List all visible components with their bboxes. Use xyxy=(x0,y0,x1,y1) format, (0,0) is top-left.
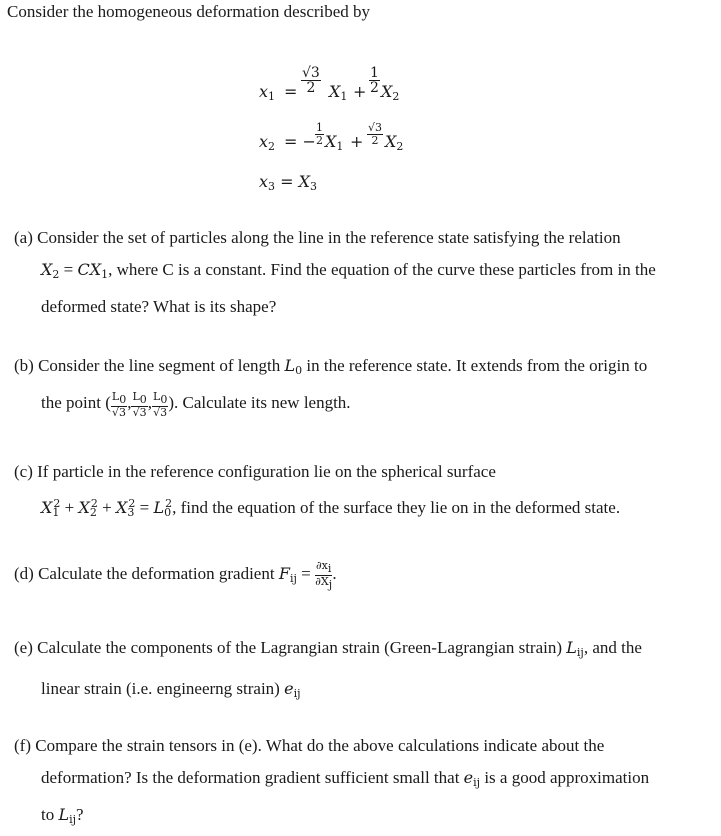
part-a: (a) Consider the set of particles along the line in the reference state satisfying the relation $X_2 = CX_1$, where C is a constant. Find the equation of the curve these particles from in the deformed state? What is its shape? xyxy=(14,228,656,316)
part-f: (f) Compare the strain tensors in (e). What do the above calculations indicate about the deformation? Is the deformation gradient sufficient small that $e_{ij}$ is a good approximation to $L_{ij}$? xyxy=(14,736,650,826)
part-c: (c) If particle in the reference configuration lie on the spherical surface $X_1^2 + X_2^2 + X_3^2 = L_0^2$, find the equation of the surface they lie on in the deformed state. xyxy=(14,462,621,519)
equation-3: $x_3 = X_3$ xyxy=(259,172,318,193)
part-d: (d) Calculate the deformation gradient $F_{ij}$ = $\frac{\partial xi}{\partial Xj}$ . xyxy=(14,559,337,592)
part-b-label: (b) xyxy=(14,356,34,375)
part-d-label: (d) xyxy=(14,564,34,583)
point-coord-3: $\frac{L0}{√3}$ xyxy=(153,389,168,419)
point-coord-2: $\frac{L0}{√3}$ xyxy=(132,389,147,419)
part-f-label: (f) xyxy=(14,736,31,755)
document-page: Consider the homogeneous deformation described by $x_1$ = $\frac{√3}{2}$ $X_1$ + $\frac{1}{2}$ $X_2$ $x_2$ = − $\frac{1}{2}$ $X_1$ + $\frac{√3}{2}$ $X_2$ $x_3 = X_3$ (a) Consider the set of particles along the line in the reference state satisfying the relation $X_2 = CX_1$, where C is a constant. Find the equation of the curve these particles from in the deformed state? What is its shape? (b) Consider the line segment of length $L_0$ in the reference state. It extends from the origin to the point ( $\frac{L0}{√3}$ , $\frac{L0}{√3}$ , $\frac{L0}{√3}$ ). Calculate its new length. (c) If particle in the reference configuration lie on the spherical surface $X_1^2 + X_2^2 + X_3^2 = L_0^2$, find the equation of the surface they lie on in the deformed state. (d) Calculate the deformation gradient $F_{ij}$ = $\frac{\partial xi}{\partial Xj}$ . (e) Calculate the components of the Lagrangian strain (Green-Lagrangian strain) $L_{ij}$, and the linear strain (i.e. engineerng strain) $e_{ij}$ (f) Compare the strain tensors in (e). What do the above calculations indicate about the deformation? Is the deformation gradient sufficient small that $e_{ij}$ is a good approximation to $L_{ij}$? xyxy=(0,0,721,827)
part-e-label: (e) xyxy=(14,638,33,657)
intro-text: Consider the homogeneous deformation described by xyxy=(7,2,371,21)
part-b: (b) Consider the line segment of length $L_0$ in the reference state. It extends from the origin to the point ( $\frac{L0}{√3}$ , $\frac{L0}{√3}$ , $\frac{L0}{√3}$ ). Calculate its new length. xyxy=(14,356,648,419)
point-coord-1: $\frac{L0}{√3}$ xyxy=(111,389,127,419)
partial-derivative: $\frac{\partial xi}{\partial Xj}$ xyxy=(315,559,333,592)
part-a-label: (a) xyxy=(14,228,33,247)
part-c-label: (c) xyxy=(14,462,33,481)
part-e: (e) Calculate the components of the Lagrangian strain (Green-Lagrangian strain) $L_{ij}$, and the linear strain (i.e. engineerng strain) $e_{ij}$ xyxy=(14,638,642,700)
